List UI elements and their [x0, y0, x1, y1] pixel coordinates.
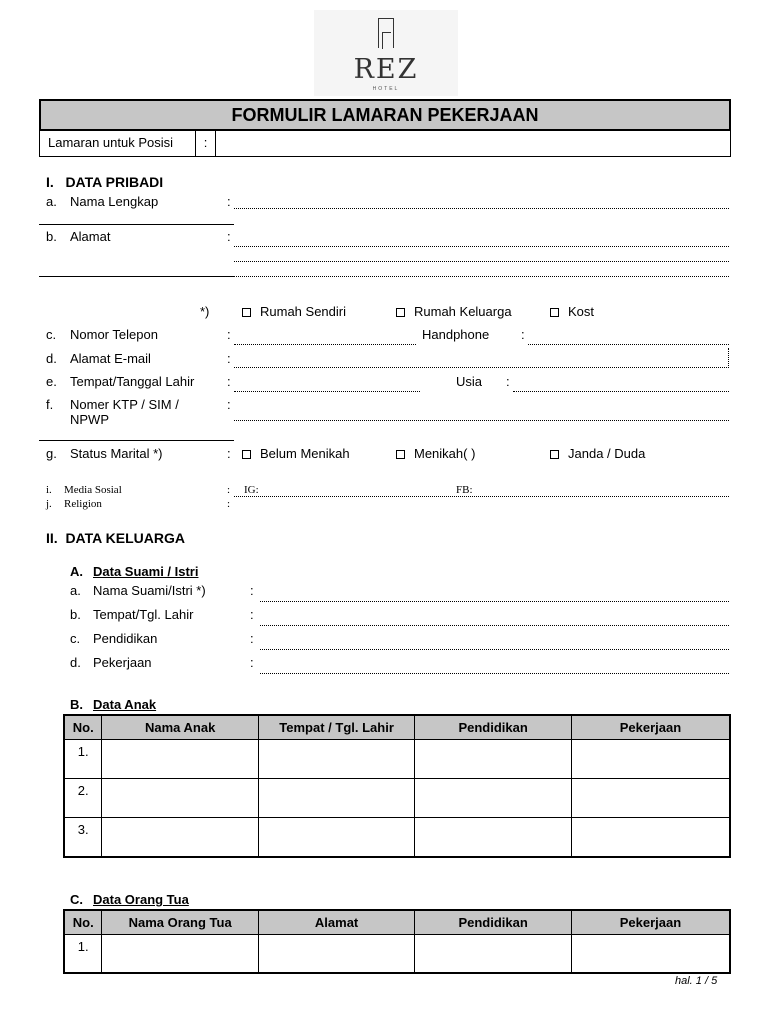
- handphone-input-line[interactable]: [528, 344, 729, 345]
- position-input[interactable]: [217, 131, 730, 156]
- column-header: Tempat / Tgl. Lahir: [258, 715, 414, 739]
- children-heading-letter: B.: [70, 697, 83, 712]
- table-cell[interactable]: [102, 817, 258, 857]
- home-kost-option[interactable]: [550, 304, 594, 319]
- marital-widowed-label: Janda / Duda: [568, 446, 646, 461]
- section-2-title: II. DATA KELUARGA: [46, 530, 185, 546]
- id-input-line[interactable]: [234, 420, 729, 421]
- checkbox-icon[interactable]: [550, 308, 559, 317]
- marital-single-option[interactable]: [242, 446, 350, 461]
- column-header: Pekerjaan: [571, 715, 730, 739]
- table-row: [64, 778, 730, 817]
- table-header-row: [64, 910, 730, 934]
- spouse-birth-input-line[interactable]: [260, 625, 729, 626]
- age-input-line[interactable]: [513, 391, 729, 392]
- instagram-label: IG:: [244, 484, 259, 496]
- name-label: Nama Lengkap: [70, 194, 159, 209]
- table-cell[interactable]: [571, 934, 730, 973]
- name-letter: a.: [46, 194, 57, 209]
- column-header: Pekerjaan: [571, 910, 730, 934]
- checkbox-icon[interactable]: [242, 450, 251, 459]
- table-cell[interactable]: [415, 778, 572, 817]
- spouse-name-input-line[interactable]: [260, 601, 729, 602]
- religion-letter: j.: [46, 498, 52, 510]
- table-cell[interactable]: [415, 817, 572, 857]
- home-own-option[interactable]: [242, 304, 346, 319]
- checkbox-icon[interactable]: [396, 308, 405, 317]
- spouse-name-label: Nama Suami/Istri *): [93, 583, 206, 598]
- id-letter: f.: [46, 397, 54, 412]
- spouse-education-input-line[interactable]: [260, 649, 729, 650]
- address-input-line-2[interactable]: [234, 261, 729, 262]
- marital-letter: g.: [46, 446, 57, 461]
- position-row: [39, 131, 731, 157]
- religion-colon: :: [227, 498, 231, 510]
- table-row: [64, 739, 730, 778]
- table-cell[interactable]: [258, 739, 414, 778]
- column-header: No.: [64, 910, 102, 934]
- checkbox-icon[interactable]: [242, 308, 251, 317]
- row-number: 2.: [64, 778, 102, 817]
- table-cell[interactable]: [571, 817, 730, 857]
- social-label: Media Sosial: [64, 484, 122, 496]
- spouse-job-letter: d.: [70, 655, 81, 670]
- email-letter: d.: [46, 351, 57, 366]
- home-note: *): [200, 304, 210, 319]
- email-label: Alamat E-mail: [70, 351, 151, 366]
- age-label: Usia: [456, 374, 483, 389]
- address-letter: b.: [46, 229, 57, 244]
- table-row: [64, 934, 730, 973]
- logo-emblem-icon: [378, 18, 394, 48]
- home-family-label: Rumah Keluarga: [414, 304, 512, 319]
- spouse-name-letter: a.: [70, 583, 81, 598]
- spouse-job-label: Pekerjaan: [93, 655, 152, 670]
- religion-label: Religion: [64, 498, 102, 510]
- marital-married-option[interactable]: [396, 446, 475, 461]
- id-label-line-1: Nomer KTP / SIM /: [70, 397, 179, 412]
- spouse-job-colon: :: [250, 655, 254, 670]
- table-header-row: [64, 715, 730, 739]
- social-colon: :: [227, 484, 231, 496]
- address-input-line-1[interactable]: [234, 246, 729, 247]
- marital-married-label: Menikah( ): [414, 446, 476, 461]
- home-own-label: Rumah Sendiri: [260, 304, 346, 319]
- table-row: [64, 817, 730, 857]
- spouse-education-colon: :: [250, 631, 254, 646]
- table-cell[interactable]: [258, 934, 414, 973]
- table-cell[interactable]: [102, 778, 258, 817]
- divider: [39, 276, 234, 277]
- spouse-heading: Data Suami / Istri: [93, 564, 199, 579]
- facebook-label: FB:: [456, 484, 473, 496]
- birth-letter: e.: [46, 374, 57, 389]
- column-header: Nama Orang Tua: [102, 910, 258, 934]
- name-input-line[interactable]: [234, 208, 729, 209]
- logo-subtitle: HOTEL: [372, 86, 400, 92]
- children-table: [63, 714, 731, 858]
- position-label: Lamaran untuk Posisi: [40, 131, 196, 156]
- birth-label: Tempat/Tanggal Lahir: [70, 374, 195, 389]
- table-cell[interactable]: [258, 778, 414, 817]
- social-letter: i.: [46, 484, 52, 496]
- address-label: Alamat: [70, 229, 111, 244]
- birth-colon: :: [227, 374, 231, 389]
- address-colon: :: [227, 229, 231, 244]
- divider: [39, 440, 234, 441]
- table-cell[interactable]: [571, 778, 730, 817]
- column-header: No.: [64, 715, 102, 739]
- marital-single-label: Belum Menikah: [260, 446, 350, 461]
- parents-heading: Data Orang Tua: [93, 892, 189, 907]
- form-title: FORMULIR LAMARAN PEKERJAAN: [39, 99, 731, 131]
- children-heading: Data Anak: [93, 697, 157, 712]
- row-number: 1.: [64, 739, 102, 778]
- marital-widowed-option[interactable]: [550, 446, 645, 461]
- column-header: Pendidikan: [415, 715, 572, 739]
- checkbox-icon[interactable]: [396, 450, 405, 459]
- hotel-logo: [314, 10, 458, 96]
- spouse-birth-label: Tempat/Tgl. Lahir: [93, 607, 194, 622]
- column-header: Alamat: [258, 910, 414, 934]
- phone-input-line[interactable]: [234, 344, 416, 345]
- phone-label: Nomor Telepon: [70, 327, 158, 342]
- birth-input-line[interactable]: [234, 391, 420, 392]
- email-input-line[interactable]: [234, 348, 729, 368]
- handphone-colon: :: [521, 327, 525, 342]
- column-header: Nama Anak: [102, 715, 258, 739]
- section-1-title: I. DATA PRIBADI: [46, 174, 164, 190]
- id-label-line-2: NPWP: [70, 412, 109, 427]
- spouse-education-letter: c.: [70, 631, 81, 646]
- position-colon: :: [196, 131, 216, 156]
- marital-label: Status Marital *): [70, 446, 163, 461]
- phone-colon: :: [227, 327, 231, 342]
- table-cell[interactable]: [415, 739, 572, 778]
- parents-heading-letter: C.: [70, 892, 83, 907]
- table-cell[interactable]: [415, 934, 572, 973]
- divider: [39, 224, 234, 225]
- handphone-label: Handphone: [422, 327, 490, 342]
- table-cell[interactable]: [102, 934, 258, 973]
- age-colon: :: [506, 374, 510, 389]
- address-input-line-3[interactable]: [234, 276, 729, 277]
- spouse-name-colon: :: [250, 583, 254, 598]
- email-colon: :: [227, 351, 231, 366]
- spouse-birth-letter: b.: [70, 607, 81, 622]
- home-family-option[interactable]: [396, 304, 512, 319]
- spouse-heading-letter: A.: [70, 564, 83, 579]
- marital-colon: :: [227, 446, 231, 461]
- name-colon: :: [227, 194, 231, 209]
- row-number: 3.: [64, 817, 102, 857]
- table-cell[interactable]: [571, 739, 730, 778]
- table-cell[interactable]: [258, 817, 414, 857]
- social-input-line[interactable]: [234, 496, 729, 497]
- phone-letter: c.: [46, 327, 57, 342]
- table-cell[interactable]: [102, 739, 258, 778]
- spouse-birth-colon: :: [250, 607, 254, 622]
- home-kost-label: Kost: [568, 304, 595, 319]
- page-number: hal. 1 / 5: [675, 975, 718, 987]
- id-colon: :: [227, 397, 231, 412]
- spouse-education-label: Pendidikan: [93, 631, 158, 646]
- spouse-job-input-line[interactable]: [260, 673, 729, 674]
- logo-brand: REZ: [353, 54, 419, 85]
- row-number: 1.: [64, 934, 102, 973]
- parents-table: [63, 909, 731, 974]
- column-header: Pendidikan: [415, 910, 572, 934]
- checkbox-icon[interactable]: [550, 450, 559, 459]
